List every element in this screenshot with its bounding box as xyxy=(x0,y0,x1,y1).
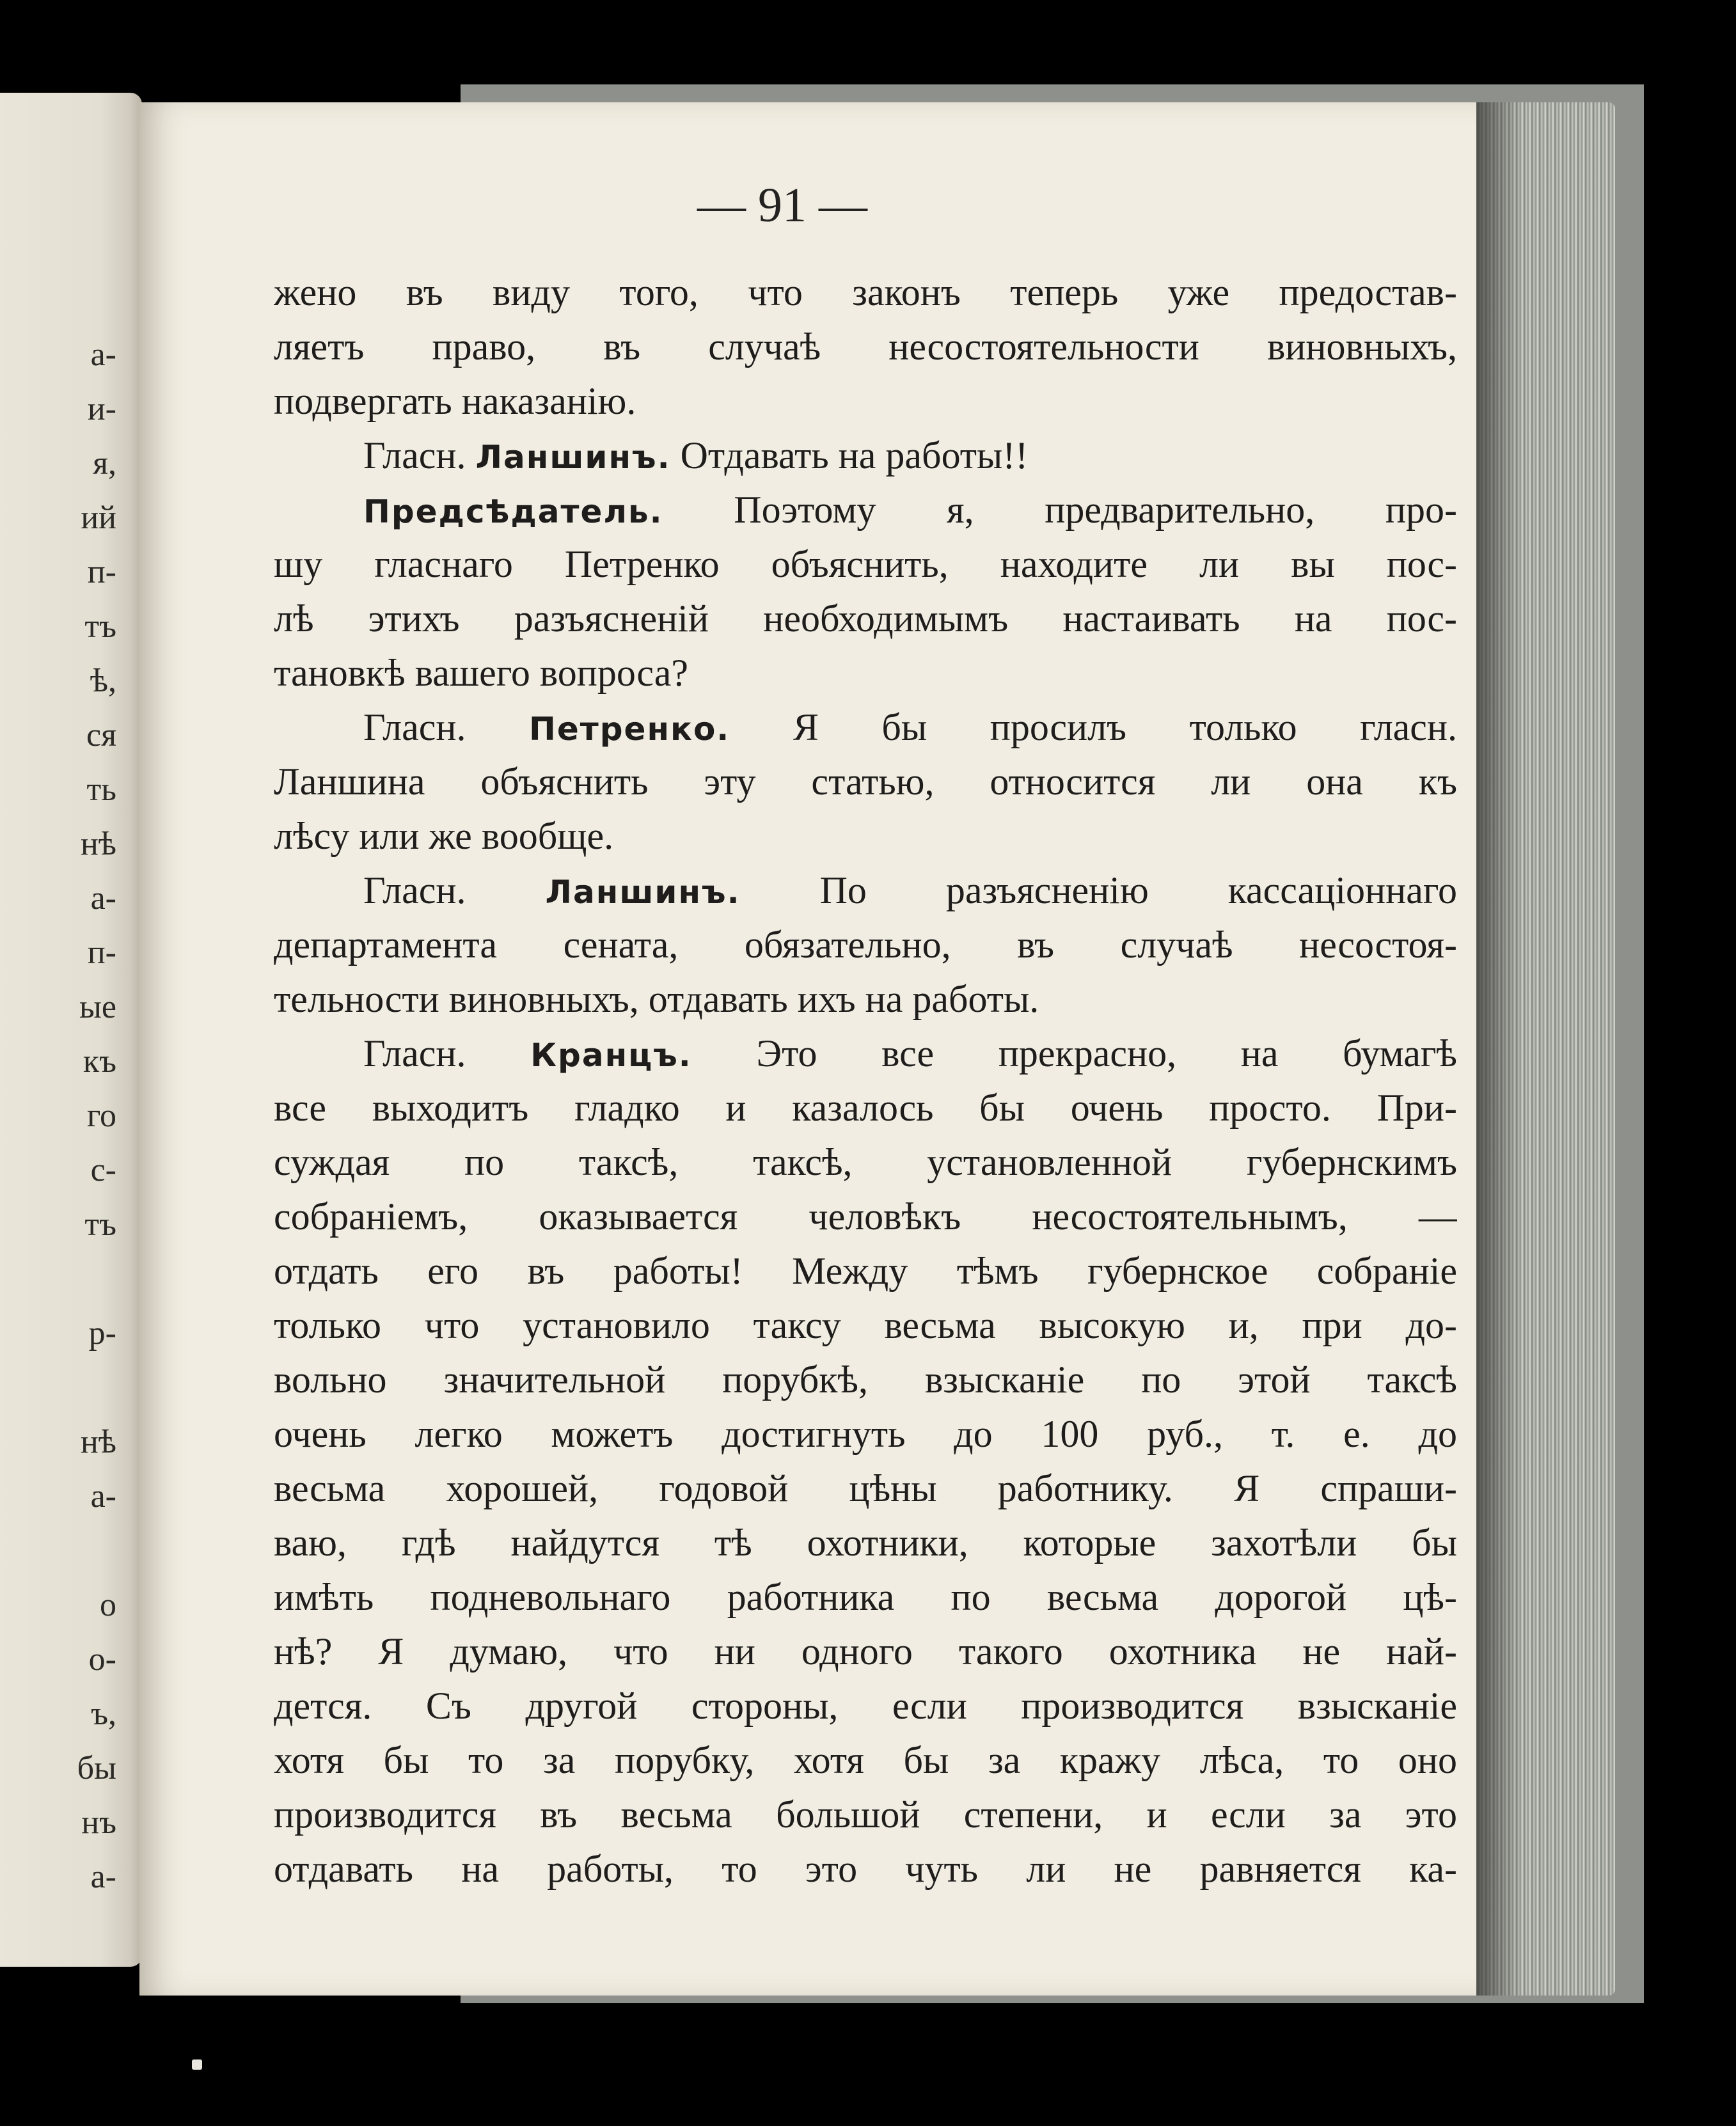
text-line xyxy=(274,374,1457,429)
text-line xyxy=(274,1570,1457,1625)
speaker-name: Ланшинъ. xyxy=(545,874,741,911)
text-line xyxy=(274,429,1457,483)
line-text: нѣ? Я думаю, что ни одного такого охотника не най- xyxy=(274,1630,1457,1673)
text-line xyxy=(274,918,1457,972)
text-line xyxy=(274,1135,1457,1190)
left-page-fragment: тъ xyxy=(84,1206,116,1243)
text-line xyxy=(274,1788,1457,1842)
speaker-name: Петренко. xyxy=(529,711,730,748)
text-line xyxy=(274,1353,1457,1407)
left-page-fragment: нѣ xyxy=(80,826,116,862)
left-page-fragment: р- xyxy=(88,1315,116,1351)
text-line xyxy=(274,646,1457,700)
left-page-fragment: нѣ xyxy=(80,1424,116,1460)
line-text: шу гласнаго Петренко объяснить, находите ли вы пос- xyxy=(274,543,1457,585)
debris-mark xyxy=(192,2059,202,2070)
left-page-fragment: о- xyxy=(88,1641,116,1678)
left-page-fragment: о xyxy=(100,1587,116,1623)
speaker-name: Предсѣдатель. xyxy=(363,493,663,530)
speaker-name: Кранцъ. xyxy=(530,1037,692,1074)
line-text: подвергать наказанію. xyxy=(274,380,636,422)
line-text: Это все прекрасно, на бумагѣ xyxy=(756,1032,1457,1075)
line-text: По разъясненію кассаціоннаго xyxy=(819,869,1457,911)
speaker-title: Гласн. xyxy=(363,1032,466,1075)
left-page-fragment: нъ xyxy=(81,1804,116,1841)
line-text: весьма хорошей, годовой цѣны работнику. Я спраши- xyxy=(274,1467,1457,1509)
left-page-fragment: го xyxy=(86,1098,116,1134)
line-text: собраніемъ, оказывается человѣкъ несостоятельнымъ, — xyxy=(274,1195,1457,1238)
text-line xyxy=(274,1407,1457,1461)
line-text: только что установило таксу весьма высокую и, при до- xyxy=(274,1304,1457,1346)
left-page-fragment: къ xyxy=(83,1043,116,1080)
left-page-fragment: а- xyxy=(90,1478,116,1515)
line-text: Ланшина объяснить эту статью, относится ли она къ xyxy=(274,760,1457,803)
line-text: лѣ этихъ разъясненій необходимымъ настаивать на пос- xyxy=(274,597,1457,640)
text-line xyxy=(274,863,1457,918)
text-line xyxy=(274,483,1457,537)
line-text: отдавать на работы, то это чуть ли не равняется ка- xyxy=(274,1848,1457,1890)
text-line xyxy=(274,1679,1457,1733)
text-line xyxy=(274,809,1457,863)
left-page-fragment: тъ xyxy=(84,608,116,645)
text-line xyxy=(274,755,1457,809)
left-page-fragment: а- xyxy=(90,880,116,917)
left-page-fragment: п- xyxy=(87,554,116,590)
speaker-title: Гласн. xyxy=(363,706,466,748)
line-text: вольно значительной порубкѣ, взысканіе по этой таксѣ xyxy=(274,1358,1457,1401)
left-page-fragment: а- xyxy=(90,336,116,373)
text-line xyxy=(274,537,1457,592)
speaker-title: Гласн. xyxy=(363,869,466,911)
speaker-name: Ланшинъ. xyxy=(475,439,671,476)
line-text: имѣть подневольнаго работника по весьма дорогой цѣ- xyxy=(274,1576,1457,1618)
line-text: тельности виновныхъ, отдавать ихъ на работы. xyxy=(274,978,1039,1020)
line-text: лѣсу или же вообще. xyxy=(274,815,614,857)
left-page-fragment: ий xyxy=(81,500,116,536)
line-text: тановкѣ вашего вопроса? xyxy=(274,652,689,694)
text-line xyxy=(274,1244,1457,1298)
left-page-fragment: п- xyxy=(87,934,116,971)
left-page-text-edge xyxy=(0,336,128,1999)
left-page-fragment: ѣ, xyxy=(90,663,116,699)
line-text: Я бы просилъ только гласн. xyxy=(793,706,1457,748)
line-text: ваю, гдѣ найдутся тѣ охотники, которые захотѣли бы xyxy=(274,1522,1457,1564)
text-line xyxy=(274,320,1457,374)
left-page-fragment: бы xyxy=(77,1750,116,1786)
text-line xyxy=(274,1516,1457,1570)
text-line xyxy=(274,265,1457,320)
text-line xyxy=(274,1625,1457,1679)
line-text: производится въ весьма большой степени, и если за это xyxy=(274,1793,1457,1836)
left-page-fragment: я, xyxy=(93,445,116,482)
text-line xyxy=(274,1733,1457,1788)
left-page-fragment: с- xyxy=(90,1152,116,1188)
text-line xyxy=(274,1461,1457,1516)
line-text: хотя бы то за порубку, хотя бы за кражу лѣса, то оно xyxy=(274,1739,1457,1781)
text-line xyxy=(274,1027,1457,1081)
left-page-fragment: ъ, xyxy=(91,1696,116,1732)
left-page xyxy=(0,93,142,1967)
speaker-title: Гласн. xyxy=(363,434,466,476)
text-line xyxy=(274,592,1457,646)
line-text: жено въ виду того, что законъ теперь уже предостав- xyxy=(274,271,1457,313)
left-page-fragment: и- xyxy=(87,391,116,427)
line-text: департамента сената, обязательно, въ случаѣ несостоя- xyxy=(274,924,1457,966)
page-number: — 91 — xyxy=(697,178,867,232)
text-line xyxy=(274,1190,1457,1244)
page-text-block xyxy=(274,265,1457,1896)
left-page-fragment: ые xyxy=(79,989,116,1025)
left-page-fragment: ть xyxy=(86,771,116,808)
line-text: отдать его въ работы! Между тѣмъ губернское собраніе xyxy=(274,1250,1457,1292)
text-line xyxy=(274,972,1457,1027)
left-page-fragment: ся xyxy=(86,717,116,753)
line-text: ляетъ право, въ случаѣ несостоятельности виновныхъ, xyxy=(274,326,1457,368)
left-page-fragment: а- xyxy=(90,1859,116,1895)
line-text: суждая по таксѣ, таксѣ, установленной губернскимъ xyxy=(274,1141,1457,1183)
line-text: Отдавать на работы!! xyxy=(680,434,1029,476)
text-line xyxy=(274,1081,1457,1135)
line-text: очень легко можетъ достигнуть до 100 руб., т. е. до xyxy=(274,1413,1457,1455)
line-text: дется. Съ другой стороны, если производится взысканіе xyxy=(274,1685,1457,1727)
text-line xyxy=(274,1298,1457,1353)
line-text: все выходитъ гладко и казалось бы очень просто. При- xyxy=(274,1087,1457,1129)
text-line xyxy=(274,700,1457,755)
text-line xyxy=(274,1842,1457,1896)
line-text: Поэтому я, предварительно, про- xyxy=(734,489,1457,531)
right-page xyxy=(139,102,1476,1996)
